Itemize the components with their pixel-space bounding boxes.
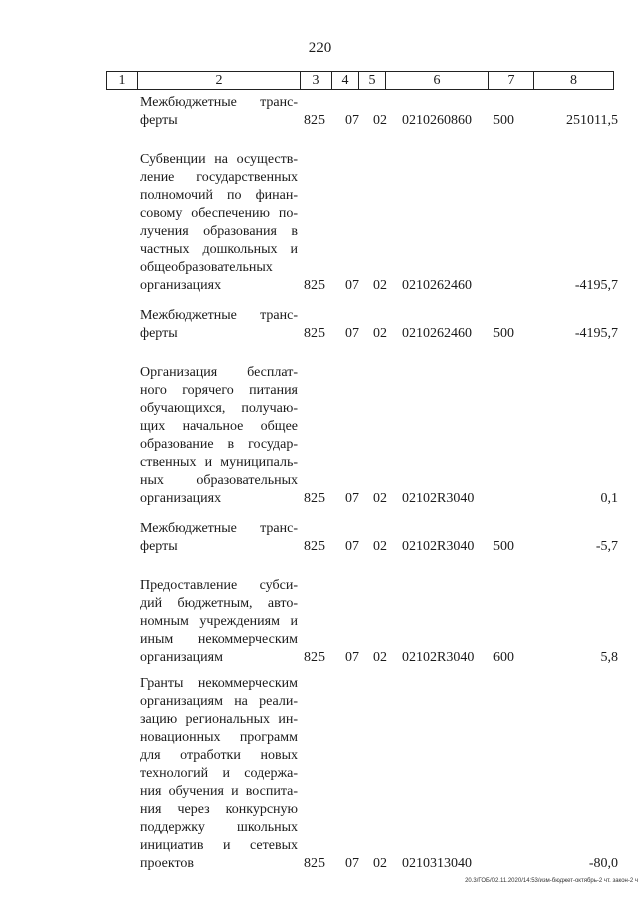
description-line: ных образовательных [140, 473, 298, 488]
cell-col-4: 07 [345, 539, 359, 554]
cell-col-7: 500 [493, 326, 514, 341]
cell-col-4: 07 [345, 113, 359, 128]
cell-col-5: 02 [373, 278, 387, 293]
description-line: ферты [140, 326, 178, 341]
cell-col-8: 5,8 [600, 650, 618, 665]
cell-col-6: 0210262460 [402, 326, 472, 341]
description-line: Гранты некоммерческим [140, 676, 298, 691]
description-line: образование в государ- [140, 437, 298, 452]
row-description [140, 577, 298, 667]
header-col-4: 4 [332, 72, 359, 89]
cell-col-3: 825 [304, 491, 325, 506]
header-col-3: 3 [301, 72, 332, 89]
cell-col-4: 07 [345, 491, 359, 506]
cell-col-4: 07 [345, 856, 359, 871]
cell-col-5: 02 [373, 326, 387, 341]
description-line: иным некоммерческим [140, 632, 298, 647]
cell-col-3: 825 [304, 539, 325, 554]
header-col-7: 7 [489, 72, 534, 89]
cell-col-5: 02 [373, 491, 387, 506]
description-line: технологий и содержа- [140, 766, 298, 781]
description-line: обучающихся, получаю- [140, 401, 298, 416]
description-line: проектов [140, 856, 195, 871]
cell-col-6: 0210260860 [402, 113, 472, 128]
cell-col-4: 07 [345, 326, 359, 341]
description-line: инициатив и сетевых [140, 838, 298, 853]
description-line: ния через конкурсную [140, 802, 298, 817]
description-line: Субвенции на осуществ- [140, 152, 298, 167]
description-line: организациях [140, 491, 222, 506]
page-number: 220 [308, 40, 332, 56]
description-line: совому обеспечению по- [140, 206, 298, 221]
cell-col-3: 825 [304, 326, 325, 341]
cell-col-7: 600 [493, 650, 514, 665]
description-line: общеобразовательных [140, 260, 273, 275]
description-line: поддержку школьных [140, 820, 298, 835]
description-line: ферты [140, 539, 178, 554]
cell-col-6: 02102R3040 [402, 539, 475, 554]
cell-col-5: 02 [373, 650, 387, 665]
cell-col-3: 825 [304, 278, 325, 293]
cell-col-8: 251011,5 [566, 113, 618, 128]
cell-col-4: 07 [345, 650, 359, 665]
description-line: полномочий по финан- [140, 188, 298, 203]
description-line: организациям [140, 650, 223, 665]
header-col-5: 5 [359, 72, 386, 89]
header-col-1: 1 [107, 72, 138, 89]
cell-col-6: 0210313040 [402, 856, 472, 871]
description-line: частных дошкольных и [140, 242, 298, 257]
cell-col-8: -4195,7 [574, 326, 618, 341]
header-col-6: 6 [386, 72, 489, 89]
table-header [106, 71, 614, 90]
row-description [140, 364, 298, 508]
description-line: Организация бесплат- [140, 365, 298, 380]
cell-col-5: 02 [373, 856, 387, 871]
cell-col-8: -5,7 [595, 539, 618, 554]
description-line: щих начальное общее [140, 419, 298, 434]
description-line: ния обучения и воспита- [140, 784, 298, 799]
cell-col-4: 07 [345, 278, 359, 293]
row-description [140, 94, 298, 130]
document-footer: 20.3/ГОБ/02.11.2020/14:53/изм-бюджет-октябрь-2 чт. закон-2 ч [465, 878, 638, 884]
description-line: Межбюджетные транс- [140, 521, 298, 536]
description-line: для отработки новых [140, 748, 298, 763]
row-description [140, 151, 298, 295]
cell-col-5: 02 [373, 539, 387, 554]
description-line: лучения образования в [140, 224, 298, 239]
cell-col-7: 500 [493, 539, 514, 554]
description-line: номным учреждениям и [140, 614, 298, 629]
header-col-2: 2 [138, 72, 301, 89]
description-line: Межбюджетные транс- [140, 308, 298, 323]
cell-col-5: 02 [373, 113, 387, 128]
cell-col-6: 02102R3040 [402, 491, 475, 506]
description-line: зацию региональных ин- [140, 712, 298, 727]
description-line: ление государственных [140, 170, 298, 185]
row-description [140, 675, 298, 873]
row-description [140, 307, 298, 343]
description-line: дий бюджетным, авто- [140, 596, 298, 611]
header-col-8: 8 [570, 73, 577, 88]
cell-col-3: 825 [304, 856, 325, 871]
cell-col-6: 0210262460 [402, 278, 472, 293]
cell-col-8: 0,1 [600, 491, 618, 506]
description-line: организациям на реали- [140, 694, 298, 709]
description-line: ферты [140, 113, 178, 128]
description-line: ного горячего питания [140, 383, 298, 398]
description-line: ственных и муниципаль- [140, 455, 298, 470]
row-description [140, 520, 298, 556]
description-line: организациях [140, 278, 222, 293]
description-line: Предоставление субси- [140, 578, 298, 593]
description-line: новационных программ [140, 730, 298, 745]
cell-col-8: -80,0 [588, 856, 618, 871]
cell-col-3: 825 [304, 113, 325, 128]
cell-col-3: 825 [304, 650, 325, 665]
description-line: Межбюджетные транс- [140, 95, 298, 110]
cell-col-6: 02102R3040 [402, 650, 475, 665]
cell-col-8: -4195,7 [574, 278, 618, 293]
cell-col-7: 500 [493, 113, 514, 128]
